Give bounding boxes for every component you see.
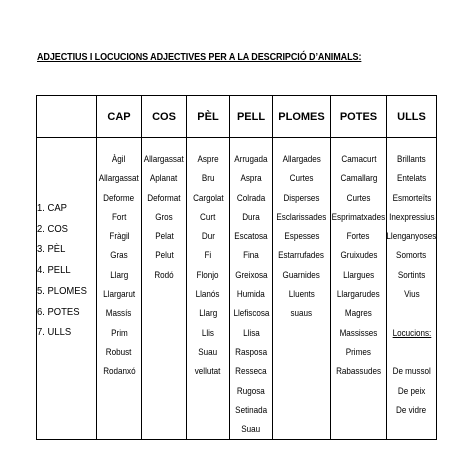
- adjective-item: Pelat: [154, 231, 174, 242]
- adjective-item: Deformat: [147, 192, 181, 203]
- adjective-item: Sortints: [397, 269, 426, 280]
- adjective-item: Pelut: [154, 250, 174, 261]
- adjective-item: Llefiscosa: [233, 308, 269, 319]
- adjective-item: Rasposa: [235, 346, 267, 357]
- adjective-item: Àgil: [112, 154, 126, 164]
- adjective-item: Rabassudes: [336, 366, 381, 377]
- adjective-item: Llargarut: [103, 289, 135, 300]
- adjective-item: Deforme: [103, 192, 135, 203]
- category-item: 4. PELL: [37, 264, 71, 277]
- adjective-item: Locucions:: [392, 327, 431, 338]
- adjective-item: Fina: [243, 250, 259, 261]
- adjective-item: Prim: [110, 327, 128, 338]
- category-item: 2. COS: [37, 222, 68, 235]
- body-row: [37, 138, 437, 440]
- adjective-item: vellutat: [195, 366, 221, 377]
- adjective-item: Resseca: [235, 366, 267, 377]
- adjective-item: Aplanat: [150, 173, 178, 184]
- adjective-item: Camallarg: [340, 173, 377, 184]
- column-pell: [230, 138, 273, 440]
- column-cos: [142, 138, 187, 440]
- adjective-item: Suau: [198, 346, 218, 357]
- header-empty: [37, 96, 97, 138]
- column-plomes: [273, 138, 331, 440]
- category-item: 7. ULLS: [37, 326, 72, 339]
- adjective-item: Esclarissades: [276, 211, 327, 222]
- adjective-item: Camacurt: [340, 154, 377, 164]
- adjective-item: Estarrufades: [278, 250, 325, 261]
- adjectives-table: [36, 95, 437, 440]
- adjective-item: De peix: [397, 385, 426, 396]
- adjective-item: Fi: [204, 250, 212, 261]
- adjective-item: Entelats: [396, 173, 427, 184]
- header-plomes: PLOMES: [273, 96, 331, 138]
- adjective-item: suaus: [290, 308, 313, 319]
- adjective-item: Inexpressius: [388, 211, 435, 222]
- category-item: 3. PÈL: [37, 243, 66, 256]
- adjective-item: Llisa: [242, 327, 260, 338]
- adjective-item: Espesses: [283, 231, 320, 242]
- category-item: 5. PLOMES: [37, 284, 87, 297]
- adjective-item: Allargassat: [144, 154, 185, 164]
- header-pel: PÈL: [187, 96, 230, 138]
- header-potes: POTES: [331, 96, 387, 138]
- adjective-item: Somorts: [396, 250, 427, 261]
- column-pel: [187, 138, 230, 440]
- adjective-item: Lluents: [288, 289, 315, 300]
- adjective-item: Setinada: [235, 404, 267, 415]
- adjective-item: Esprimatxades: [331, 211, 386, 222]
- adjective-item: Cargolat: [192, 192, 224, 203]
- adjective-item: Llargues: [342, 269, 375, 280]
- column-ulls: [387, 138, 437, 440]
- adjective-item: Fort: [111, 211, 127, 222]
- adjective-item: Robust: [106, 346, 132, 357]
- adjective-item: Gruixudes: [340, 250, 377, 261]
- adjective-item: Brillants: [397, 154, 426, 164]
- category-item: 1. CAP: [37, 202, 67, 214]
- adjective-item: Aspra: [240, 173, 262, 184]
- adjective-item: Llenganyoses: [386, 231, 437, 242]
- header-row: [37, 96, 437, 138]
- adjective-item: Arrugada: [234, 154, 268, 164]
- adjective-item: Flonjo: [196, 269, 220, 280]
- adjective-item: Suau: [241, 424, 261, 435]
- adjective-item: Gras: [110, 250, 128, 261]
- adjective-item: Llargarudes: [337, 289, 380, 300]
- category-list: [37, 138, 96, 343]
- adjective-item: Curtes: [346, 192, 371, 203]
- adjective-item: Llanós: [196, 289, 220, 300]
- adjective-item: Gros: [155, 211, 173, 222]
- adjective-item: Llarg: [110, 269, 128, 280]
- adjective-item: De vidre: [396, 404, 427, 415]
- adjective-item: Escatosa: [234, 231, 268, 242]
- adjective-item: Curtes: [289, 173, 314, 184]
- category-list-cell: [37, 138, 97, 440]
- adjective-item: Rugosa: [237, 385, 265, 396]
- adjective-item: Massís: [106, 308, 132, 319]
- adjective-item: Dur: [201, 231, 215, 242]
- adjective-item: Fortes: [347, 231, 370, 242]
- adjective-item: Humida: [237, 289, 265, 300]
- adjective-item: Curt: [200, 211, 216, 222]
- category-item: 6. POTES: [37, 305, 80, 318]
- adjective-item: Fràgil: [108, 231, 130, 242]
- header-cos: COS: [142, 96, 187, 138]
- adjective-item: Rodó: [154, 269, 174, 280]
- adjective-item: Aspre: [197, 154, 219, 164]
- page-title: ADJECTIUS I LOCUCIONS ADJECTIVES PER A LA DESCRIPCIÓ D’ANIMALS:: [37, 51, 362, 63]
- adjective-item: Allargades: [282, 154, 321, 164]
- adjective-item: Greixosa: [234, 269, 268, 280]
- column-potes: [331, 138, 387, 440]
- adjective-item: Massisses: [339, 327, 378, 338]
- adjective-item: De mussol: [392, 366, 431, 377]
- adjective-item: Magres: [345, 308, 372, 319]
- adjective-item: Colrada: [236, 192, 266, 203]
- adjective-item: Llarg: [199, 308, 217, 319]
- adjective-item: Dura: [242, 211, 260, 222]
- adjective-item: Guarnides: [282, 269, 321, 280]
- header-cap: CAP: [97, 96, 142, 138]
- adjective-item: Primes: [345, 346, 372, 357]
- adjective-item: Disperses: [283, 192, 320, 203]
- header-ulls: ULLS: [387, 96, 437, 138]
- adjective-item: Vius: [403, 289, 420, 300]
- adjective-item: Bru: [201, 173, 215, 184]
- header-pell: PELL: [230, 96, 273, 138]
- adjective-item: Rodanxó: [102, 366, 136, 377]
- adjective-item: Llis: [201, 327, 215, 338]
- column-cap: [97, 138, 142, 440]
- adjective-item: Allargassat: [99, 173, 140, 184]
- adjective-item: Esmorteïts: [392, 192, 431, 203]
